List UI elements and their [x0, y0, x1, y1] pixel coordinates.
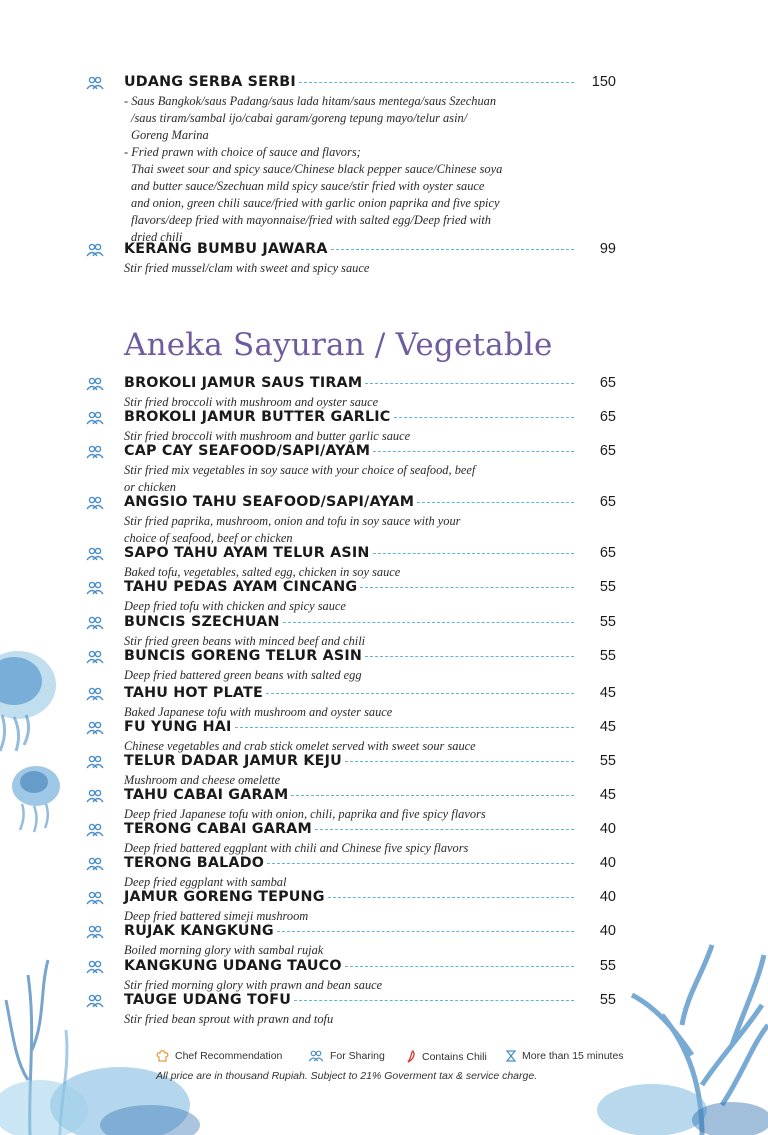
desc-line: Stir fried bean sprout with prawn and tofu	[124, 1012, 334, 1026]
item-name: TAHU HOT PLATE	[124, 685, 263, 701]
legend-sharing-label: For Sharing	[330, 1050, 385, 1062]
desc-line: Deep fried battered simeji mushroom	[124, 909, 309, 923]
item-name: TERONG BALADO	[124, 855, 265, 871]
item-price: 55	[599, 579, 616, 595]
for-sharing-icon	[86, 411, 104, 425]
item-description	[124, 1011, 556, 1028]
desc-line: dried chili	[131, 230, 183, 244]
for-sharing-icon	[86, 76, 104, 90]
desc-line: Stir fried paprika, mushroom, onion and tofu in soy sauce with your	[124, 514, 461, 528]
for-sharing-icon	[86, 581, 104, 595]
menu-item	[86, 685, 616, 721]
legend-time-label: More than 15 minutes	[522, 1050, 624, 1062]
desc-line: Deep fried eggplant with sambal	[124, 875, 287, 889]
dotted-leader	[291, 795, 574, 796]
dotted-leader	[315, 829, 574, 830]
menu-item	[86, 923, 616, 959]
item-price: 99	[599, 241, 616, 257]
for-sharing-icon	[86, 994, 104, 1008]
for-sharing-icon	[86, 789, 104, 803]
for-sharing-icon	[86, 721, 104, 735]
item-name: SAPO TAHU AYAM TELUR ASIN	[124, 545, 370, 561]
desc-line: Deep fried battered green beans with salted egg	[124, 668, 362, 682]
item-price: 55	[599, 992, 616, 1008]
chili-icon	[406, 1050, 416, 1063]
for-sharing-icon	[86, 445, 104, 459]
dotted-leader	[345, 966, 574, 967]
menu-item	[86, 648, 616, 684]
menu-item	[86, 614, 616, 650]
dotted-leader	[235, 727, 574, 728]
desc-line: - Fried prawn with choice of sauce and flavors;	[124, 145, 361, 159]
item-price: 40	[599, 821, 616, 837]
menu-item	[86, 443, 616, 496]
desc-line: - Saus Bangkok/saus Padang/saus lada hitam/saus mentega/saus Szechuan	[124, 94, 497, 108]
item-description	[124, 260, 556, 277]
dotted-leader	[360, 587, 574, 588]
for-sharing-icon	[86, 616, 104, 630]
legend-time	[506, 1050, 624, 1062]
desc-line: Stir fried green beans with minced beef and chili	[124, 634, 366, 648]
desc-line: Deep fried battered eggplant with chili and Chinese five spicy flavors	[124, 841, 469, 855]
desc-line: Stir fried mussel/clam with sweet and spicy sauce	[124, 261, 370, 275]
dotted-leader	[417, 502, 574, 503]
menu-item	[86, 958, 616, 994]
for-sharing-icon	[86, 650, 104, 664]
desc-line: choice of seafood, beef or chicken	[124, 531, 293, 545]
desc-line: and butter sauce/Szechuan mild spicy sauce/stir fried with oyster sauce	[131, 179, 485, 193]
desc-line: Stir fried broccoli with mushroom and butter garlic sauce	[124, 429, 411, 443]
desc-line: Stir fried mix vegetables in soy sauce with your choice of seafood, beef	[124, 463, 476, 477]
legend	[156, 1050, 626, 1066]
for-sharing-icon	[86, 687, 104, 701]
menu-item	[86, 821, 616, 857]
item-name: TELUR DADAR JAMUR KEJU	[124, 753, 342, 769]
menu-item	[86, 889, 616, 925]
footer-note: All price are in thousand Rupiah. Subject to 21% Goverment tax & service charge.	[156, 1070, 538, 1082]
desc-line: Baked Japanese tofu with mushroom and oyster sauce	[124, 705, 393, 719]
item-description	[124, 942, 556, 959]
item-name: TAHU CABAI GARAM	[124, 787, 289, 803]
item-price: 40	[599, 855, 616, 871]
menu-item	[86, 375, 616, 411]
menu-item	[86, 855, 616, 891]
item-price: 40	[599, 923, 616, 939]
for-sharing-icon	[86, 891, 104, 905]
item-name: BUNCIS SZECHUAN	[124, 614, 280, 630]
item-price: 150	[591, 74, 616, 90]
menu-item-udang-serba-serbi	[86, 74, 616, 246]
item-price: 45	[599, 685, 616, 701]
menu-item-kerang-bumbu-jawara	[86, 241, 616, 277]
menu-item	[86, 719, 616, 755]
for-sharing-icon	[86, 547, 104, 561]
item-price: 45	[599, 787, 616, 803]
item-price: 55	[599, 958, 616, 974]
item-name: KERANG BUMBU JAWARA	[124, 241, 328, 257]
item-name: JAMUR GORENG TEPUNG	[124, 889, 325, 905]
item-price: 55	[599, 753, 616, 769]
item-name: CAP CAY SEAFOOD/SAPI/AYAM	[124, 443, 371, 459]
menu-item	[86, 753, 616, 789]
coral-right-illustration	[592, 905, 768, 1135]
for-sharing-icon	[86, 243, 104, 257]
item-name: TERONG CABAI GARAM	[124, 821, 312, 837]
desc-line: Boiled morning glory with sambal rujak	[124, 943, 324, 957]
dotted-leader	[373, 451, 574, 452]
item-name: BROKOLI JAMUR BUTTER GARLIC	[124, 409, 391, 425]
jellyfish-large-illustration	[0, 645, 60, 755]
item-description	[124, 598, 556, 615]
legend-chili-label: Contains Chili	[422, 1050, 487, 1063]
dotted-leader	[365, 656, 574, 657]
legend-chili	[406, 1050, 487, 1063]
item-name: TAUGE UDANG TOFU	[124, 992, 292, 1008]
hourglass-icon	[506, 1050, 516, 1062]
item-description	[124, 93, 556, 246]
menu-item	[86, 494, 616, 547]
desc-line: and onion, green chili sauce/fried with garlic onion paprika and five spicy	[131, 196, 500, 210]
desc-line: flavors/deep fried with mayonnaise/fried with salted egg/Deep fried with	[131, 213, 491, 227]
desc-line: Deep fried tofu with chicken and spicy sauce	[124, 599, 346, 613]
item-price: 65	[599, 494, 616, 510]
item-description	[124, 462, 556, 496]
for-sharing-icon	[86, 823, 104, 837]
dotted-leader	[299, 82, 574, 83]
item-price: 65	[599, 409, 616, 425]
menu-item	[86, 409, 616, 445]
chef-hat-icon	[156, 1050, 169, 1062]
desc-line: /saus tiram/sambal ijo/cabai garam/goreng tepung mayo/telur asin/	[131, 111, 468, 125]
desc-line: Mushroom and cheese omelette	[124, 773, 281, 787]
for-sharing-icon	[308, 1050, 324, 1062]
for-sharing-icon	[86, 496, 104, 510]
dotted-leader	[283, 622, 574, 623]
item-name: KANGKUNG UDANG TAUCO	[124, 958, 342, 974]
item-price: 65	[599, 545, 616, 561]
item-name: RUJAK KANGKUNG	[124, 923, 274, 939]
item-price: 65	[599, 375, 616, 391]
desc-line: or chicken	[124, 480, 176, 494]
legend-chef	[156, 1050, 282, 1062]
item-name: BUNCIS GORENG TELUR ASIN	[124, 648, 363, 664]
item-price: 55	[599, 648, 616, 664]
legend-sharing	[308, 1050, 385, 1062]
section-title: Aneka Sayuran / Vegetable	[124, 327, 553, 363]
menu-item	[86, 787, 616, 823]
desc-line: Deep fried Japanese tofu with onion, chili, paprika and five spicy flavors	[124, 807, 486, 821]
item-name: UDANG SERBA SERBI	[124, 74, 296, 90]
dotted-leader	[345, 761, 574, 762]
for-sharing-icon	[86, 960, 104, 974]
jellyfish-small-illustration	[8, 762, 64, 834]
item-name: FU YUNG HAI	[124, 719, 232, 735]
dotted-leader	[266, 693, 574, 694]
item-price: 45	[599, 719, 616, 735]
item-price: 55	[599, 614, 616, 630]
dotted-leader	[277, 931, 574, 932]
for-sharing-icon	[86, 377, 104, 391]
dotted-leader	[331, 249, 574, 250]
desc-line: Thai sweet sour and spicy sauce/Chinese black pepper sauce/Chinese soya	[131, 162, 503, 176]
dotted-leader	[394, 417, 575, 418]
desc-line: Stir fried broccoli with mushroom and oyster sauce	[124, 395, 379, 409]
for-sharing-icon	[86, 755, 104, 769]
item-description	[124, 513, 556, 547]
item-name: BROKOLI JAMUR SAUS TIRAM	[124, 375, 363, 391]
legend-chef-label: Chef Recommendation	[175, 1050, 283, 1062]
menu-item	[86, 579, 616, 615]
for-sharing-icon	[86, 857, 104, 871]
dotted-leader	[267, 863, 574, 864]
menu-item	[86, 545, 616, 581]
item-price: 40	[599, 889, 616, 905]
item-name: TAHU PEDAS AYAM CINCANG	[124, 579, 358, 595]
item-name: ANGSIO TAHU SEAFOOD/SAPI/AYAM	[124, 494, 415, 510]
dotted-leader	[373, 553, 574, 554]
for-sharing-icon	[86, 925, 104, 939]
item-price: 65	[599, 443, 616, 459]
dotted-leader	[328, 897, 574, 898]
desc-line: Goreng Marina	[131, 128, 209, 142]
dotted-leader	[365, 383, 574, 384]
menu-item	[86, 992, 616, 1028]
desc-line: Chinese vegetables and crab stick omelet served with sweet sour sauce	[124, 739, 476, 753]
desc-line: Baked tofu, vegetables, salted egg, chicken in soy sauce	[124, 565, 401, 579]
dotted-leader	[294, 1000, 574, 1001]
item-description	[124, 667, 556, 684]
desc-line: Stir fried morning glory with prawn and bean sauce	[124, 978, 383, 992]
